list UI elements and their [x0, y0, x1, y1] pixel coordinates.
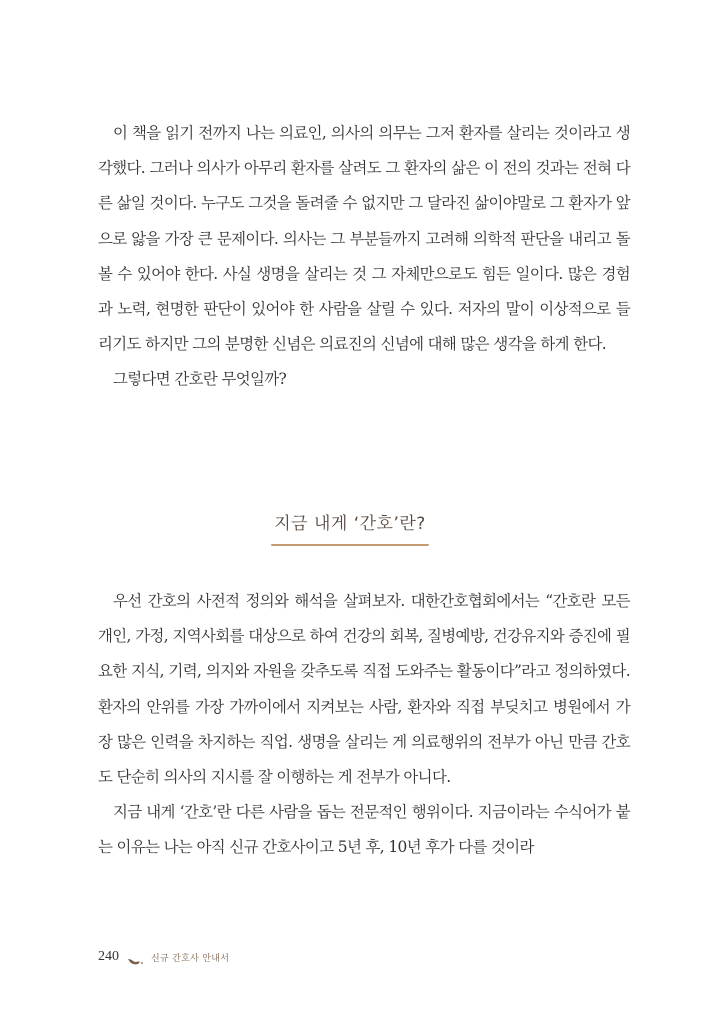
section-heading — [265, 510, 435, 546]
page-footer — [98, 949, 229, 965]
paragraph: 이 책을 읽기 전까지 나는 의료인, 의사의 의무는 그저 환자를 살리는 것이라고 생각했다. 그러나 의사가 아무리 환자를 살려도 그 환자의 삶은 이 전의 것과는 전혀 다른 삶일 것이다. 누구도 그것을 돌려줄 수 없지만 그 달라진 삶이야말로 그 환자가 앞으로 앓을 가장 큰 문제이다. 의사는 그 부분들까지 고려해 의학적 판단을 내리고 돌볼 수 있어야 한다. 사실 생명을 살리는 것 그 자체만으로도 힘든 일이다. 많은 경험과 노력, 현명한 판단이 있어야 한 사람을 살릴 수 있다. 저자의 말이 이상적으로 들리기도 하지만 그의 분명한 신념은 의료진의 신념에 대해 많은 생각을 하게 한다. — [98, 124, 630, 354]
book-title: 신규 간호사 안내서 — [151, 953, 230, 964]
bird-icon — [127, 952, 143, 962]
heading-underline — [271, 544, 429, 546]
paragraph: 지금 내게 ‘간호’란 다른 사람을 돕는 전문적인 행위이다. 지금이라는 수식어가 붙는 이유는 나는 아직 신규 간호사이고 5년 후, 10년 후가 다를 것이라 — [98, 803, 630, 857]
body-text-block-1 — [98, 116, 630, 398]
page-number: 240 — [98, 949, 119, 964]
paragraph: 그렇다면 간호란 무엇일까? — [113, 370, 287, 389]
body-text-block-2 — [98, 584, 630, 866]
paragraph: 우선 간호의 사전적 정의와 해석을 살펴보자. 대한간호협회에서는 “간호란 모든 개인, 가정, 지역사회를 대상으로 하여 건강의 회복, 질병예방, 건강유지와 증진에 필요한 지식, 기력, 의지와 자원을 갖추도록 직접 도와주는 활동이다”라고 정의하였다. 환자의 안위를 가장 가까이에서 지켜보는 사람, 환자와 직접 부딪치고 병원에서 가장 많은 인력을 차지하는 직업. 생명을 살리는 게 의료행위의 전부가 아닌 만큼 간호도 단순히 의사의 지시를 잘 이행하는 게 전부가 아니다. — [98, 592, 630, 787]
section-title: 지금 내게 ‘간호’란? — [274, 514, 426, 534]
